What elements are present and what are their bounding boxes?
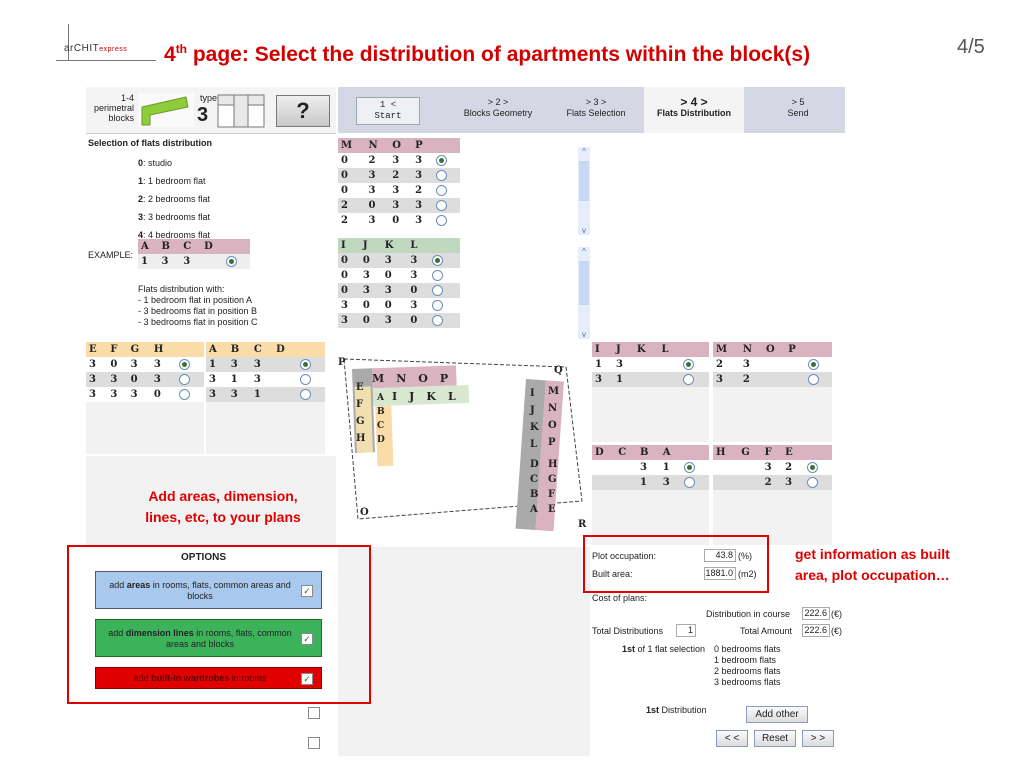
sel-hgfe-radio[interactable] (807, 477, 818, 488)
total-distributions-label: Total Distributions (592, 626, 664, 636)
logo-text: arCHIT (64, 43, 100, 54)
table-row: 1 3 (592, 475, 709, 490)
block-kind: perimetral (93, 103, 134, 113)
ijkl-scrollbar[interactable]: ^ v (578, 247, 590, 339)
table-row: 0 0 3 3 (338, 253, 460, 268)
table-row: 3 1 3 (206, 372, 325, 387)
type-shape-icon (214, 91, 268, 129)
total-amount-label: Total Amount (740, 626, 793, 636)
mnop-radio[interactable] (436, 170, 447, 181)
ijkl-radio[interactable] (432, 255, 443, 266)
built-area-value: 1881.0 (704, 567, 736, 580)
prev-button[interactable]: < < (716, 730, 748, 747)
plot-occupation-label: Plot occupation: (592, 551, 657, 561)
ijkl-radio[interactable] (432, 315, 443, 326)
sel-mnop-radio[interactable] (808, 359, 819, 370)
plan-left-abcd: A B C D (377, 393, 385, 445)
legend-item: 2: 2 bedrooms flat (138, 194, 211, 204)
efgh-radio[interactable] (179, 374, 190, 385)
options-highlight-box (67, 545, 371, 704)
abcd-radio[interactable] (300, 389, 311, 400)
wizard-steps (338, 87, 845, 133)
total-distributions-value: 1 (676, 624, 696, 637)
dimension-lines-checkbox[interactable]: ✓ (301, 633, 313, 645)
flats-list: 0 bedrooms flats 1 bedroom flats 2 bedrooms flats 3 bedrooms flats (714, 644, 781, 687)
wardrobes-checkbox[interactable]: ✓ (301, 673, 313, 685)
step-flats-selection[interactable]: > 3 > Flats Selection (566, 97, 626, 118)
distribution-course-label: Distribution in course (706, 609, 791, 619)
efgh-grid: E F G H 3 0 3 3 3 3 0 3 3 3 3 0 (86, 342, 204, 454)
abcd-grid: A B C D 1 3 3 3 1 3 3 3 1 (206, 342, 325, 454)
mnop-scrollbar[interactable]: ^ v (578, 147, 590, 235)
mnop-radio[interactable] (436, 185, 447, 196)
sel-hgfe-grid: H G F E 3 2 2 3 (713, 445, 832, 545)
table-row: 0 3 2 3 (338, 168, 460, 183)
built-area-unit: (m2) (738, 569, 757, 579)
efgh-radio[interactable] (179, 389, 190, 400)
table-row: 1 3 3 (206, 357, 325, 372)
block-thumbnail-icon (138, 93, 194, 127)
annotation-get-info: get information as built area, plot occupation… (795, 546, 950, 583)
table-row: 0 3 3 0 (338, 283, 460, 298)
block-type-panel (86, 87, 336, 134)
abcd-radio[interactable] (300, 374, 311, 385)
step-send[interactable]: > 5 Send (787, 97, 809, 118)
next-button[interactable]: > > (802, 730, 834, 747)
step-blocks-geometry[interactable]: > 2 > Blocks Geometry (463, 97, 533, 118)
built-area-label: Built area: (592, 569, 633, 579)
page-number: 4/5 (957, 36, 985, 58)
plan-left-efgh: E F G H (356, 382, 366, 444)
table-row: 3 2 (713, 460, 832, 475)
example-radio (226, 256, 237, 267)
sel-dcba-grid: D C B A 3 1 1 3 (592, 445, 709, 545)
table-row: 0 2 3 3 (338, 153, 460, 168)
table-row: 3 2 (713, 372, 832, 387)
table-row: 3 3 3 0 (86, 387, 204, 402)
total-amount-value: 222.6 (802, 624, 830, 637)
sel-mnop-radio[interactable] (808, 374, 819, 385)
block-unit: blocks (108, 113, 134, 123)
legend-item: 0: studio (138, 158, 173, 168)
plan-top-mnop: MNOP (372, 372, 461, 385)
table-row: 2 3 (713, 357, 832, 372)
help-button[interactable]: ? (276, 95, 330, 127)
cost-label: Cost of plans: (592, 593, 648, 603)
sel-dcba-radio[interactable] (684, 477, 695, 488)
table-row: 3 3 0 3 (86, 372, 204, 387)
table-row: 0 3 0 3 (338, 268, 460, 283)
sel-hgfe-radio[interactable] (807, 462, 818, 473)
option-areas[interactable]: add areas in rooms, flats, common areas and blocks ✓ (95, 571, 322, 609)
table-row: 0 3 3 2 (338, 183, 460, 198)
plan-bottom-hgfe: H G F E (548, 459, 558, 515)
currency-label: (€) (831, 609, 842, 619)
plot-occupation-unit: (%) (738, 551, 752, 561)
corner-q-label: Q (554, 365, 563, 376)
extra-option-checkbox[interactable] (308, 737, 320, 749)
table-row: 3 1 (592, 460, 709, 475)
empty-panel (338, 547, 590, 756)
plan-right-ijkl: I J K L (530, 388, 539, 450)
table-row: 3 0 0 3 (338, 298, 460, 313)
mnop-radio[interactable] (436, 215, 447, 226)
efgh-radio[interactable] (179, 359, 190, 370)
ijkl-radio[interactable] (432, 300, 443, 311)
areas-checkbox[interactable]: ✓ (301, 585, 313, 597)
sel-ijkl-radio[interactable] (683, 359, 694, 370)
ijkl-grid: I J K L 0 0 3 3 0 3 0 3 0 3 3 0 3 0 0 3 3 0 3 0 (338, 238, 460, 338)
sel-ijkl-radio[interactable] (683, 374, 694, 385)
abcd-radio[interactable] (300, 359, 311, 370)
corner-r-label: R (578, 519, 587, 530)
reset-button[interactable]: Reset (754, 730, 796, 747)
add-other-button[interactable]: Add other (746, 706, 808, 723)
slide-title: 4th page: Select the distribution of apartments within the block(s) (164, 42, 811, 66)
step-start-button[interactable]: 1 < Start (356, 97, 420, 125)
plan-bottom-dcba: D C B A (530, 459, 539, 515)
mnop-grid: M N O P 0 2 3 3 0 3 2 3 0 3 3 2 2 0 3 3 2 3 0 3 (338, 138, 460, 236)
legend-item: 1: 1 bedroom flat (138, 176, 206, 186)
plot-occupation-value: 43.8 (704, 549, 736, 562)
logo-subtext: express (99, 46, 128, 53)
legend-panel: Selection of flats distribution 0: studio 1: 1 bedroom flat 2: 2 bedrooms flat 3: 3 bedrooms flat 4: 4 bedrooms flat EXAMPLE: A B C D 1 3 3 Flats distribution with: - 1 bedroom flat in position A - 3 bedrooms flat in position B - 3 bedrooms flat in position C (88, 138, 336, 341)
step-flats-distribution[interactable]: > 4 > Flats Distribution (644, 87, 744, 133)
stats-highlight-box (583, 535, 769, 593)
extra-option-checkbox[interactable] (308, 707, 320, 719)
ijkl-radio[interactable] (432, 285, 443, 296)
currency-label: (€) (831, 626, 842, 636)
corner-o-label: O (360, 507, 369, 518)
sel-dcba-radio[interactable] (684, 462, 695, 473)
type-label: type (200, 93, 218, 103)
table-row: 3 3 1 (206, 387, 325, 402)
legend-item: 4: 4 bedrooms flat (138, 230, 211, 240)
option-wardrobes[interactable]: add built-in wardrobes in rooms ✓ (95, 667, 322, 689)
distribution-summary: 1st Distribution (646, 705, 707, 715)
sel-mnop-grid: M N O P 2 3 3 2 (713, 342, 832, 442)
mnop-radio[interactable] (436, 155, 447, 166)
block-count: 1-4 (120, 93, 134, 103)
options-title: OPTIONS (181, 552, 227, 563)
architexpress-logo (56, 40, 156, 64)
distribution-course-value: 222.6 (802, 607, 830, 620)
table-row: 2 0 3 3 (338, 198, 460, 213)
example-table: A B C D 1 3 3 (138, 239, 250, 269)
plan-right-mnop: M N O P (548, 386, 560, 448)
corner-p-label: P (338, 357, 346, 368)
mnop-radio[interactable] (436, 200, 447, 211)
type-value: 3 (197, 104, 209, 126)
table-row: 2 3 0 3 (338, 213, 460, 228)
sel-ijkl-grid: I J K L 1 3 3 1 (592, 342, 709, 442)
legend-title: Selection of flats distribution (88, 138, 213, 148)
table-row: 2 3 (713, 475, 832, 490)
annotation-add-areas: Add areas, dimension, lines, etc, to your plans (145, 488, 301, 525)
option-dimension-lines[interactable]: add dimension lines in rooms, flats, common areas and blocks ✓ (95, 619, 322, 657)
table-row: 3 0 3 3 (86, 357, 204, 372)
plan-top-ijkl: IJKL (392, 390, 468, 403)
example-label: EXAMPLE: (88, 250, 134, 260)
table-row: 3 1 (592, 372, 709, 387)
table-row: 3 0 3 0 (338, 313, 460, 328)
table-row: 1 3 (592, 357, 709, 372)
selection-summary: 1st of 1 flat selection (622, 644, 706, 654)
ijkl-radio[interactable] (432, 270, 443, 281)
legend-item: 3: 3 bedrooms flat (138, 212, 211, 222)
